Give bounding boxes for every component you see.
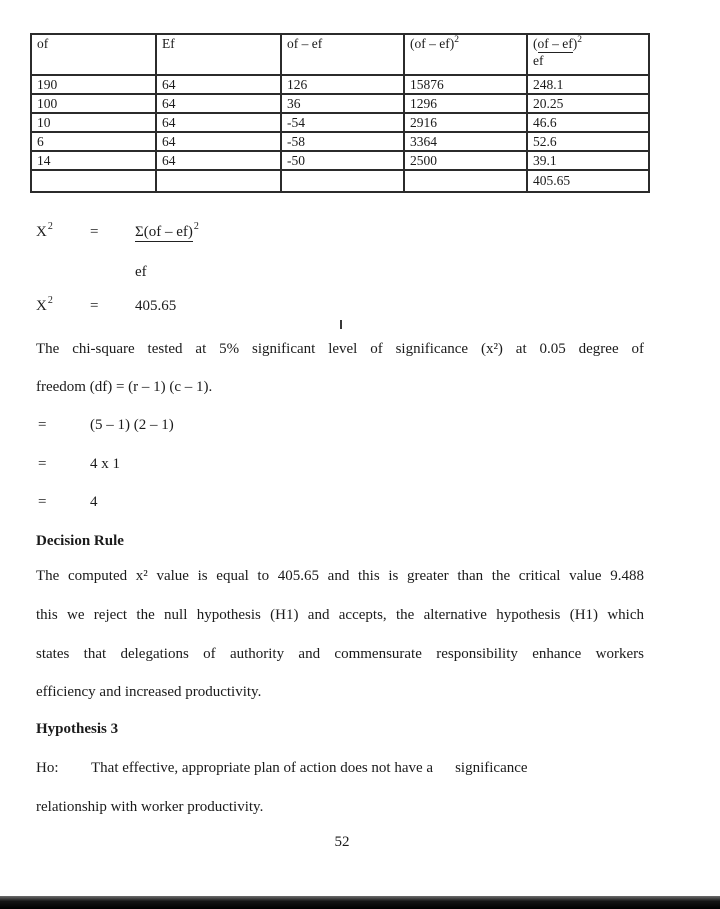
chi-base: X: [36, 224, 47, 240]
cell: 100: [31, 94, 156, 113]
cell: 39.1: [527, 151, 649, 170]
cell: -50: [281, 151, 404, 170]
ho-line2: relationship with worker productivity.: [36, 799, 264, 815]
step-value: 4: [90, 494, 98, 510]
chi-sup: 2: [47, 221, 53, 232]
df-step-3: [38, 494, 98, 511]
header-of-minus-ef: of – ef: [281, 34, 404, 75]
numerator-sup: 2: [193, 221, 199, 232]
cell: 20.25: [527, 94, 649, 113]
cell: 64: [156, 132, 281, 151]
cell-total: 405.65: [527, 170, 649, 192]
ho-label: Ho:: [36, 760, 59, 776]
equals-sign: =: [90, 298, 99, 314]
cell: 1296: [404, 94, 527, 113]
cell: -54: [281, 113, 404, 132]
equals-sign: =: [90, 224, 99, 240]
cell: 3364: [404, 132, 527, 151]
header-of-minus-ef-squared: [404, 34, 527, 75]
header-ef: Ef: [156, 34, 281, 75]
fraction-underlined: of – ef: [537, 36, 573, 51]
scan-artifact-mark: [340, 320, 342, 329]
chi-base: X: [36, 298, 47, 314]
chi-square-value-line: [36, 295, 177, 315]
header-fraction: [527, 34, 649, 75]
equals-sign: =: [38, 417, 47, 433]
cell: [31, 170, 156, 192]
table-row: [31, 132, 649, 151]
ho-line1: [36, 760, 644, 777]
table-header-row: [31, 34, 649, 75]
chi-symbol: [36, 295, 90, 315]
decision-line1: The computed x² value is equal to 405.65 and this is greater than the critical value 9.488: [36, 568, 644, 584]
equals-sign: =: [38, 456, 47, 472]
cell: 36: [281, 94, 404, 113]
cell: 2916: [404, 113, 527, 132]
equals-sign: =: [38, 494, 47, 510]
para1-line1: The chi-square tested at 5% significant level of significance (x²) at 0.05 degree of: [36, 341, 644, 357]
cell: 6: [31, 132, 156, 151]
header-of: of: [31, 34, 156, 75]
fraction-close-paren: ): [572, 36, 578, 51]
cell: 248.1: [527, 75, 649, 94]
cell: [281, 170, 404, 192]
cell: 64: [156, 113, 281, 132]
decision-line4: efficiency and increased productivity.: [36, 684, 262, 700]
cell: 126: [281, 75, 404, 94]
cell: 52.6: [527, 132, 649, 151]
chi-square-table: [30, 33, 650, 193]
decision-line3: states that delegations of authority and commensurate responsibility enhance workers: [36, 646, 644, 662]
cell: 10: [31, 113, 156, 132]
cell: 2500: [404, 151, 527, 170]
hypothesis3-heading: Hypothesis 3: [36, 721, 119, 737]
table-row: [31, 113, 649, 132]
cell: [404, 170, 527, 192]
table-row: [31, 94, 649, 113]
cell: 64: [156, 151, 281, 170]
chi-symbol: [36, 221, 90, 241]
cell: 64: [156, 94, 281, 113]
page-number: 52: [334, 834, 350, 850]
formula-denominator: ef: [135, 264, 147, 280]
table-row: [31, 151, 649, 170]
fraction-open-paren: (: [533, 36, 538, 51]
header4-sup: 2: [454, 35, 459, 45]
cell: 190: [31, 75, 156, 94]
fraction-sup: 2: [577, 35, 582, 45]
chi-sup: 2: [47, 295, 53, 306]
decision-rule-heading: Decision Rule: [36, 533, 124, 549]
cell: [156, 170, 281, 192]
cell: 64: [156, 75, 281, 94]
step-value: (5 – 1) (2 – 1): [90, 417, 174, 433]
cell: -58: [281, 132, 404, 151]
numerator-text: (of – ef): [143, 224, 193, 240]
step-value: 4 x 1: [90, 456, 120, 472]
decision-line2: this we reject the null hypothesis (H1) and accepts, the alternative hypothesis (H1) which: [36, 607, 644, 623]
cell: 15876: [404, 75, 527, 94]
cell: 46.6: [527, 113, 649, 132]
table-total-row: [31, 170, 649, 192]
fraction-denominator: ef: [533, 53, 544, 68]
ho-text: That effective, appropriate plan of action does not have a: [91, 760, 434, 776]
chi-square-formula-line: [36, 221, 199, 241]
chi-value: 405.65: [135, 298, 177, 314]
df-step-2: [38, 456, 120, 473]
df-step-1: [38, 417, 174, 434]
ho-tail: significance: [455, 760, 528, 776]
para1-line2: freedom (df) = (r – 1) (c – 1).: [36, 379, 213, 395]
sigma-symbol: Σ: [135, 224, 144, 240]
cell: 14: [31, 151, 156, 170]
bottom-scan-bar: [0, 896, 720, 909]
fraction-numerator: [533, 36, 582, 51]
header4-base: (of – ef): [410, 36, 455, 51]
table-row: [31, 75, 649, 94]
sum-numerator: [135, 224, 193, 242]
